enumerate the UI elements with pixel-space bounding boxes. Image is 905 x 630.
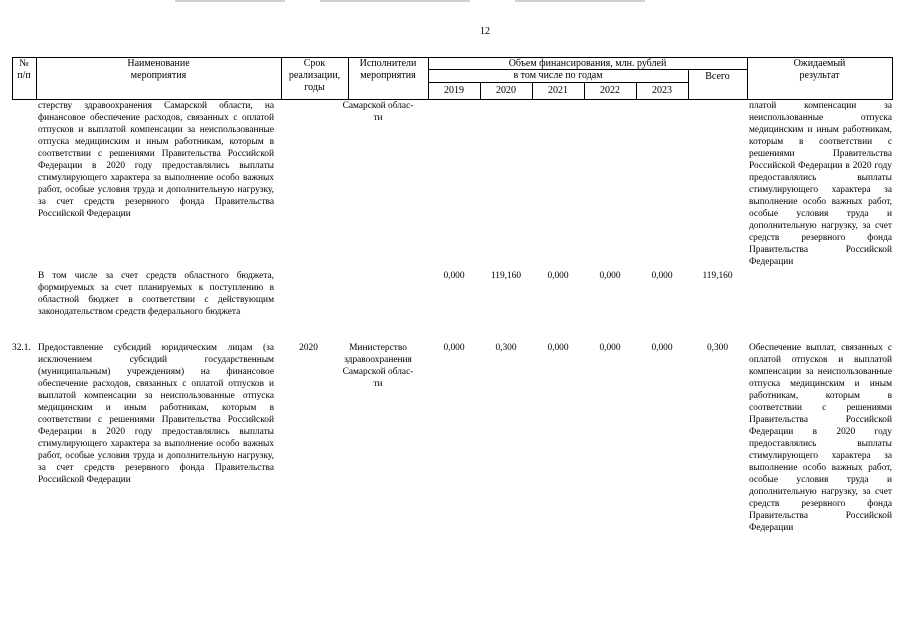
header-funding: Объем финансирования, млн. рублей — [508, 58, 667, 69]
row-subtotal-2020: 119,160 — [490, 271, 522, 281]
header-year-2021: 2021 — [548, 85, 568, 96]
row-subtotal-total: 119,160 — [702, 271, 733, 281]
row-subtotal-2021: 0,000 — [547, 271, 569, 281]
row-32-1-2019: 0,000 — [443, 343, 465, 353]
row-continuation-executor: Самарской облас- ти — [342, 101, 414, 123]
row-32-1-2021: 0,000 — [547, 343, 569, 353]
row-32-1-result: Обеспечение выплат, связанных с оплатой отпусков и выплатой компенсации за неиспользованные отпуска медицинским и иным работникам, которым в соответствии с решениями Правительства Российской Федерации в 2020 году предоставлялись выплаты стимулирующего характера за выполнение особо важных работ, особые условия труда и дополнительную нагрузку, за счет средств резервного фонда Правительства Российской Федерации — [749, 343, 892, 533]
page-number: 12 — [480, 26, 490, 37]
row-32-1-2023: 0,000 — [651, 343, 673, 353]
row-32-1-name: Предоставление субсидий юридическим лицам (за исключением субсидий государственным (муниципальным) учреждениям) на финансовое обеспечение расходов, связанных с оплатой отпусков и выплатой компенсации за неиспользованные отпуска медицинским и иным работникам, которым в соответствии с решениями Правительства Российской Федерации в 2020 году предоставлялись выплаты стимулирующего характера за выполнение особо важных работ, особые условия труда и дополнительную нагрузку, за счет средств резервного фонда Правительства Российской Федерации — [38, 343, 274, 485]
header-number: № п/п — [17, 58, 31, 81]
header-total: Всего — [705, 71, 730, 82]
header-year-2022: 2022 — [600, 85, 620, 96]
header-executor: Исполнители мероприятия — [359, 58, 417, 81]
header-year-2023: 2023 — [652, 85, 672, 96]
row-continuation-result: платой компенсации за неиспользованные отпуска медицинским и иным работникам, которым в соответствии с решениями Правительства Российской Федерации в 2020 году предоставлялись выплаты стимулирующего характера за выполнение особо важных работ, особые условия труда и дополнительную нагрузку, за счет средств резервного фонда Правительства Российской Федерации — [749, 101, 892, 267]
scan-mark — [515, 0, 645, 2]
row-32-1-total: 0,300 — [706, 343, 729, 353]
header-year-2020: 2020 — [496, 85, 516, 96]
header-name: Наименование мероприятия — [127, 58, 190, 81]
row-32-1-2022: 0,000 — [599, 343, 621, 353]
table-header — [12, 57, 892, 100]
row-continuation-name: стерству здравоохранения Самарской области, на финансовое обеспечение расходов, связанных с оплатой отпусков и выплатой компенсации за неиспользованные отпуска медицинским и иным работникам, которым в соответствии с решениями Правительства Российской Федерации в 2020 году предоставлялись выплаты стимулирующего характера за выполнение особо важных работ, особые условия труда и дополнительную нагрузку, за счет средств резервного фонда Правительства Российской Федерации — [38, 101, 274, 219]
scan-mark — [175, 0, 285, 2]
row-32-1-executor: Министерство здравоохранения Самарской облас- ти — [342, 343, 414, 389]
scan-mark — [320, 0, 470, 2]
row-subtotal-2022: 0,000 — [599, 271, 621, 281]
row-subtotal-name: В том числе за счет средств областного бюджета, формируемых за счет планируемых к поступлению в областной бюджет в соответствии с действующим законодательством средств федерального бюджета — [38, 271, 274, 317]
row-32-1-number: 32.1. — [12, 343, 31, 353]
row-32-1-term: 2020 — [299, 343, 318, 353]
row-subtotal-2023: 0,000 — [651, 271, 673, 281]
row-32-1-2020: 0,300 — [495, 343, 517, 353]
header-year-2019: 2019 — [444, 85, 464, 96]
header-by-year: в том числе по годам — [513, 70, 603, 81]
header-term: Срок реализации, годы — [288, 58, 341, 93]
row-subtotal-2019: 0,000 — [443, 271, 465, 281]
header-result: Ожидаемый результат — [793, 58, 846, 81]
